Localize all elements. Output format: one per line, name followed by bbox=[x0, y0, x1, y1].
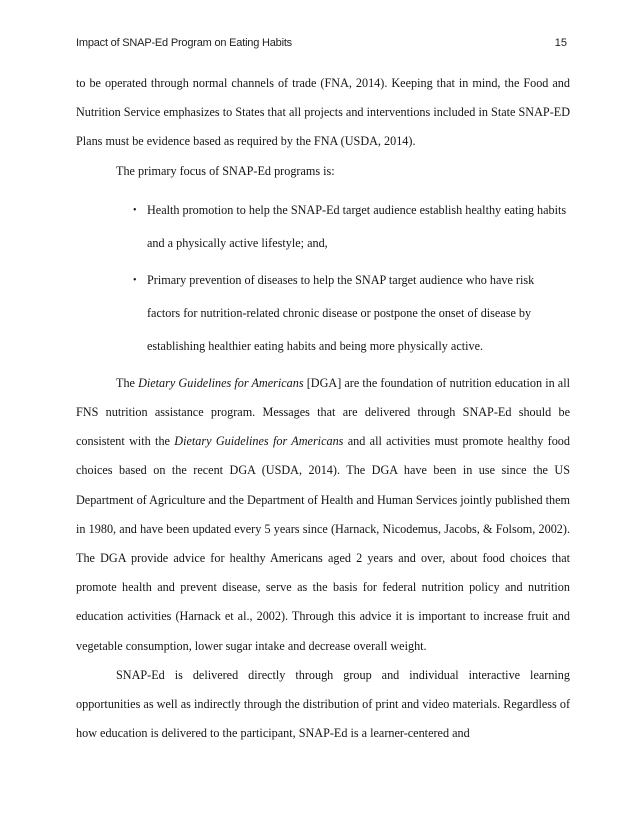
bullet-item-1 bbox=[76, 194, 570, 260]
paragraph-1: to be operated through normal channels of trade (FNA, 2014). Keeping that in mind, the Food and Nutrition Service emphasizes to States that all projects and interventions included in State SNAP-ED Plans must be evidence based as required by the FNA (USDA, 2014). bbox=[76, 76, 570, 149]
bullet-icon: • bbox=[133, 204, 137, 216]
paragraph-2: The primary focus of SNAP-Ed programs is: bbox=[116, 163, 335, 178]
paragraph-3-part-a: The bbox=[116, 375, 139, 390]
paragraph-4: SNAP-Ed is delivered directly through group and individual interactive learning opportunities as well as indirectly through the distribution of print and video materials. Regardless of how education is delivered to the participant, SNAP-Ed is a learner-centered and bbox=[76, 667, 570, 741]
bullet-list bbox=[76, 194, 570, 363]
bullet-item-text: Primary prevention of diseases to help the SNAP target audience who have risk factors for nutrition-related chronic disease or postpone the onset of disease by establishing healthier eating habits and being more physically active. bbox=[147, 272, 535, 353]
running-header bbox=[76, 35, 567, 51]
body-text bbox=[76, 69, 570, 748]
paragraph-3-part-e: and all activities must promote healthy food choices based on the recent DGA (USDA, 2014). The DGA have been in use since the US Department of Agriculture and the Department of Health and Human Services jointly published them in 1980, and have been updated every 5 years since (Harnack, Nicodemus, Jacobs, & Folsom, 2002). The DGA provide advice for healthy Americans aged 2 years and over, about food choices that promote health and prevent disease, serve as the basis for federal nutrition policy and nutrition education activities (Harnack et al., 2002). Through this advice it is important to increase fruit and vegetable consumption, lower sugar intake and decrease overall weight. bbox=[76, 434, 570, 653]
dga-title-italic: Dietary Guidelines for Americans bbox=[138, 375, 304, 390]
running-title: Impact of SNAP-Ed Program on Eating Habits bbox=[76, 37, 292, 49]
paragraph-3 bbox=[76, 369, 570, 661]
bullet-item-text: Health promotion to help the SNAP-Ed target audience establish healthy eating habits and a physically active lifestyle; and, bbox=[147, 202, 567, 250]
dga-title-italic: Dietary Guidelines for Americans bbox=[174, 434, 344, 449]
page-number: 15 bbox=[554, 37, 567, 49]
bullet-icon: • bbox=[133, 274, 137, 286]
paragraph-3-part-c: [DGA] are the foundation of nutrition education in all FNS nutrition assistance program. Messages that are delivered through SNAP-Ed should be consistent with the bbox=[76, 375, 570, 449]
bullet-item-2 bbox=[76, 264, 570, 363]
